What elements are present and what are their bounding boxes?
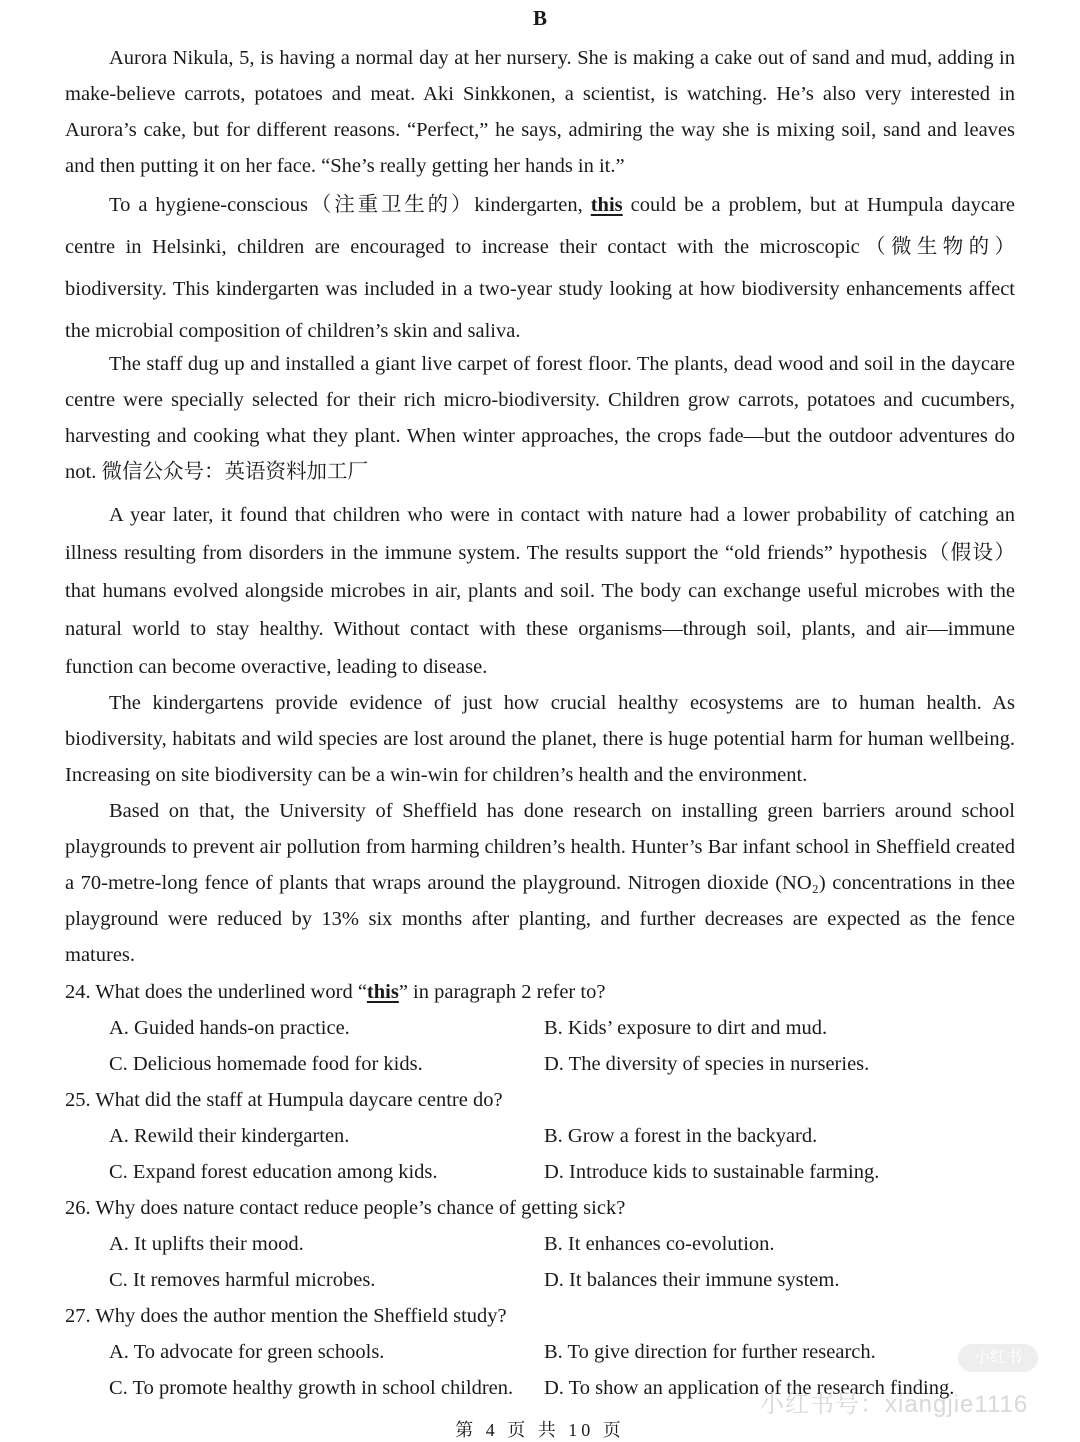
question-25	[65, 1082, 1015, 1190]
option-c: C. To promote healthy growth in school children.	[109, 1377, 514, 1399]
option-a: A. Rewild their kindergarten.	[109, 1125, 350, 1147]
question-24	[65, 974, 1015, 1082]
option-a: A. Guided hands-on practice.	[109, 1017, 350, 1039]
underlined-word: this	[590, 194, 623, 216]
question-stem-text-end: ” in paragraph 2 refer to?	[398, 981, 606, 1003]
option-a: A. To advocate for green schools.	[109, 1341, 385, 1363]
options-row	[65, 1154, 1015, 1190]
options-row	[65, 1010, 1015, 1046]
question-stem-text: 24. What does the underlined word “	[65, 981, 367, 1003]
options-row	[65, 1226, 1015, 1262]
watermark-text: 小红书号：xiangjie1116	[760, 1391, 1029, 1418]
option-c: C. It removes harmful microbes.	[109, 1269, 376, 1291]
question-stem: 27. Why does the author mention the Sheffield study?	[65, 1305, 507, 1327]
option-d: D. Introduce kids to sustainable farming.	[544, 1161, 880, 1183]
paragraph-2-rest: could be a problem, but at Humpula daycare centre in Helsinki, children are encouraged to increase their contact with the microscopic（微生物的）biodiversity. This kindergarten was included in a two-year study looking at how biodiversity enhancements affect the microbial composition of children’s skin and saliva.	[65, 194, 1015, 342]
reading-passage	[65, 40, 1015, 973]
option-a: A. It uplifts their mood.	[109, 1233, 304, 1255]
question-stem: 25. What did the staff at Humpula daycare centre do?	[65, 1089, 503, 1111]
options-row	[65, 1262, 1015, 1298]
options-row	[65, 1046, 1015, 1082]
paragraph-2	[65, 184, 1015, 352]
options-row	[65, 1334, 1015, 1370]
options-row	[65, 1118, 1015, 1154]
watermark-logo: 小红书	[958, 1344, 1038, 1372]
question-list	[65, 974, 1015, 1406]
paragraph-5: The kindergartens provide evidence of just how crucial healthy ecosystems are to human health. As biodiversity, habitats and wild species are lost around the planet, there is huge potential harm for human wellbeing. Increasing on site biodiversity can be a win-win for children’s health and the environment.	[65, 692, 1015, 786]
paragraph-3: The staff dug up and installed a giant live carpet of forest floor. The plants, dead wood and soil in the daycare centre were specially selected for their rich micro-biodiversity. Children grow carrots, potatoes and cucumbers, harvesting and cooking what they plant. When winter approaches, the crops fade—but the outdoor adventures do not. 微信公众号：英语资料加工厂	[65, 353, 1015, 483]
option-d: D. To show an application of the research finding.	[544, 1377, 955, 1399]
option-b: B. Kids’ exposure to dirt and mud.	[544, 1017, 828, 1039]
question-stem	[65, 974, 1015, 1010]
paragraph-6: Based on that, the University of Sheffield has done research on installing green barriers around school playgrounds to prevent air pollution from harming children’s health. Hunter’s Bar infant school in Sheffield created a 70-metre-long fence of plants that wraps around the playground. Nitrogen dioxide (NO₂) concentrations in thee playground were reduced by 13% six months after planting, and further decreases are expected as the fence matures.	[65, 800, 1015, 966]
section-heading: B	[532, 6, 547, 30]
option-b: B. To give direction for further research.	[544, 1341, 876, 1363]
option-c: C. Expand forest education among kids.	[109, 1161, 438, 1183]
paragraph-1: Aurora Nikula, 5, is having a normal day at her nursery. She is making a cake out of sand and mud, adding in make-believe carrots, potatoes and meat. Aki Sinkkonen, a scientist, is watching. He’s also very interested in Aurora’s cake, but for different reasons. “Perfect,” he says, admiring the way she is mixing soil, sand and leaves and then putting it on her face. “She’s really getting her hands in it.”	[65, 47, 1015, 177]
option-d: D. It balances their immune system.	[544, 1269, 840, 1291]
option-b: B. It enhances co-evolution.	[544, 1233, 775, 1255]
underlined-word-ref: this	[366, 981, 399, 1003]
option-b: B. Grow a forest in the backyard.	[544, 1125, 818, 1147]
paragraph-4: A year later, it found that children who were in contact with nature had a lower probability of catching an illness resulting from disorders in the immune system. The results support the “old friends” hypothesis（假设）that humans evolved alongside microbes in air, plants and soil. The body can exchange useful microbes with the natural world to stay healthy. Without contact with these organisms—through soil, plants, and air—immune function can become overactive, leading to disease.	[65, 504, 1015, 678]
page-number: 第 4 页 共 10 页	[455, 1420, 625, 1440]
question-26	[65, 1190, 1015, 1298]
paragraph-2-start: To a hygiene-conscious（注重卫生的）kindergarten,	[109, 194, 591, 216]
question-stem: 26. Why does nature contact reduce people’s chance of getting sick?	[65, 1197, 626, 1219]
option-c: C. Delicious homemade food for kids.	[109, 1053, 423, 1075]
option-d: D. The diversity of species in nurseries.	[544, 1053, 870, 1075]
